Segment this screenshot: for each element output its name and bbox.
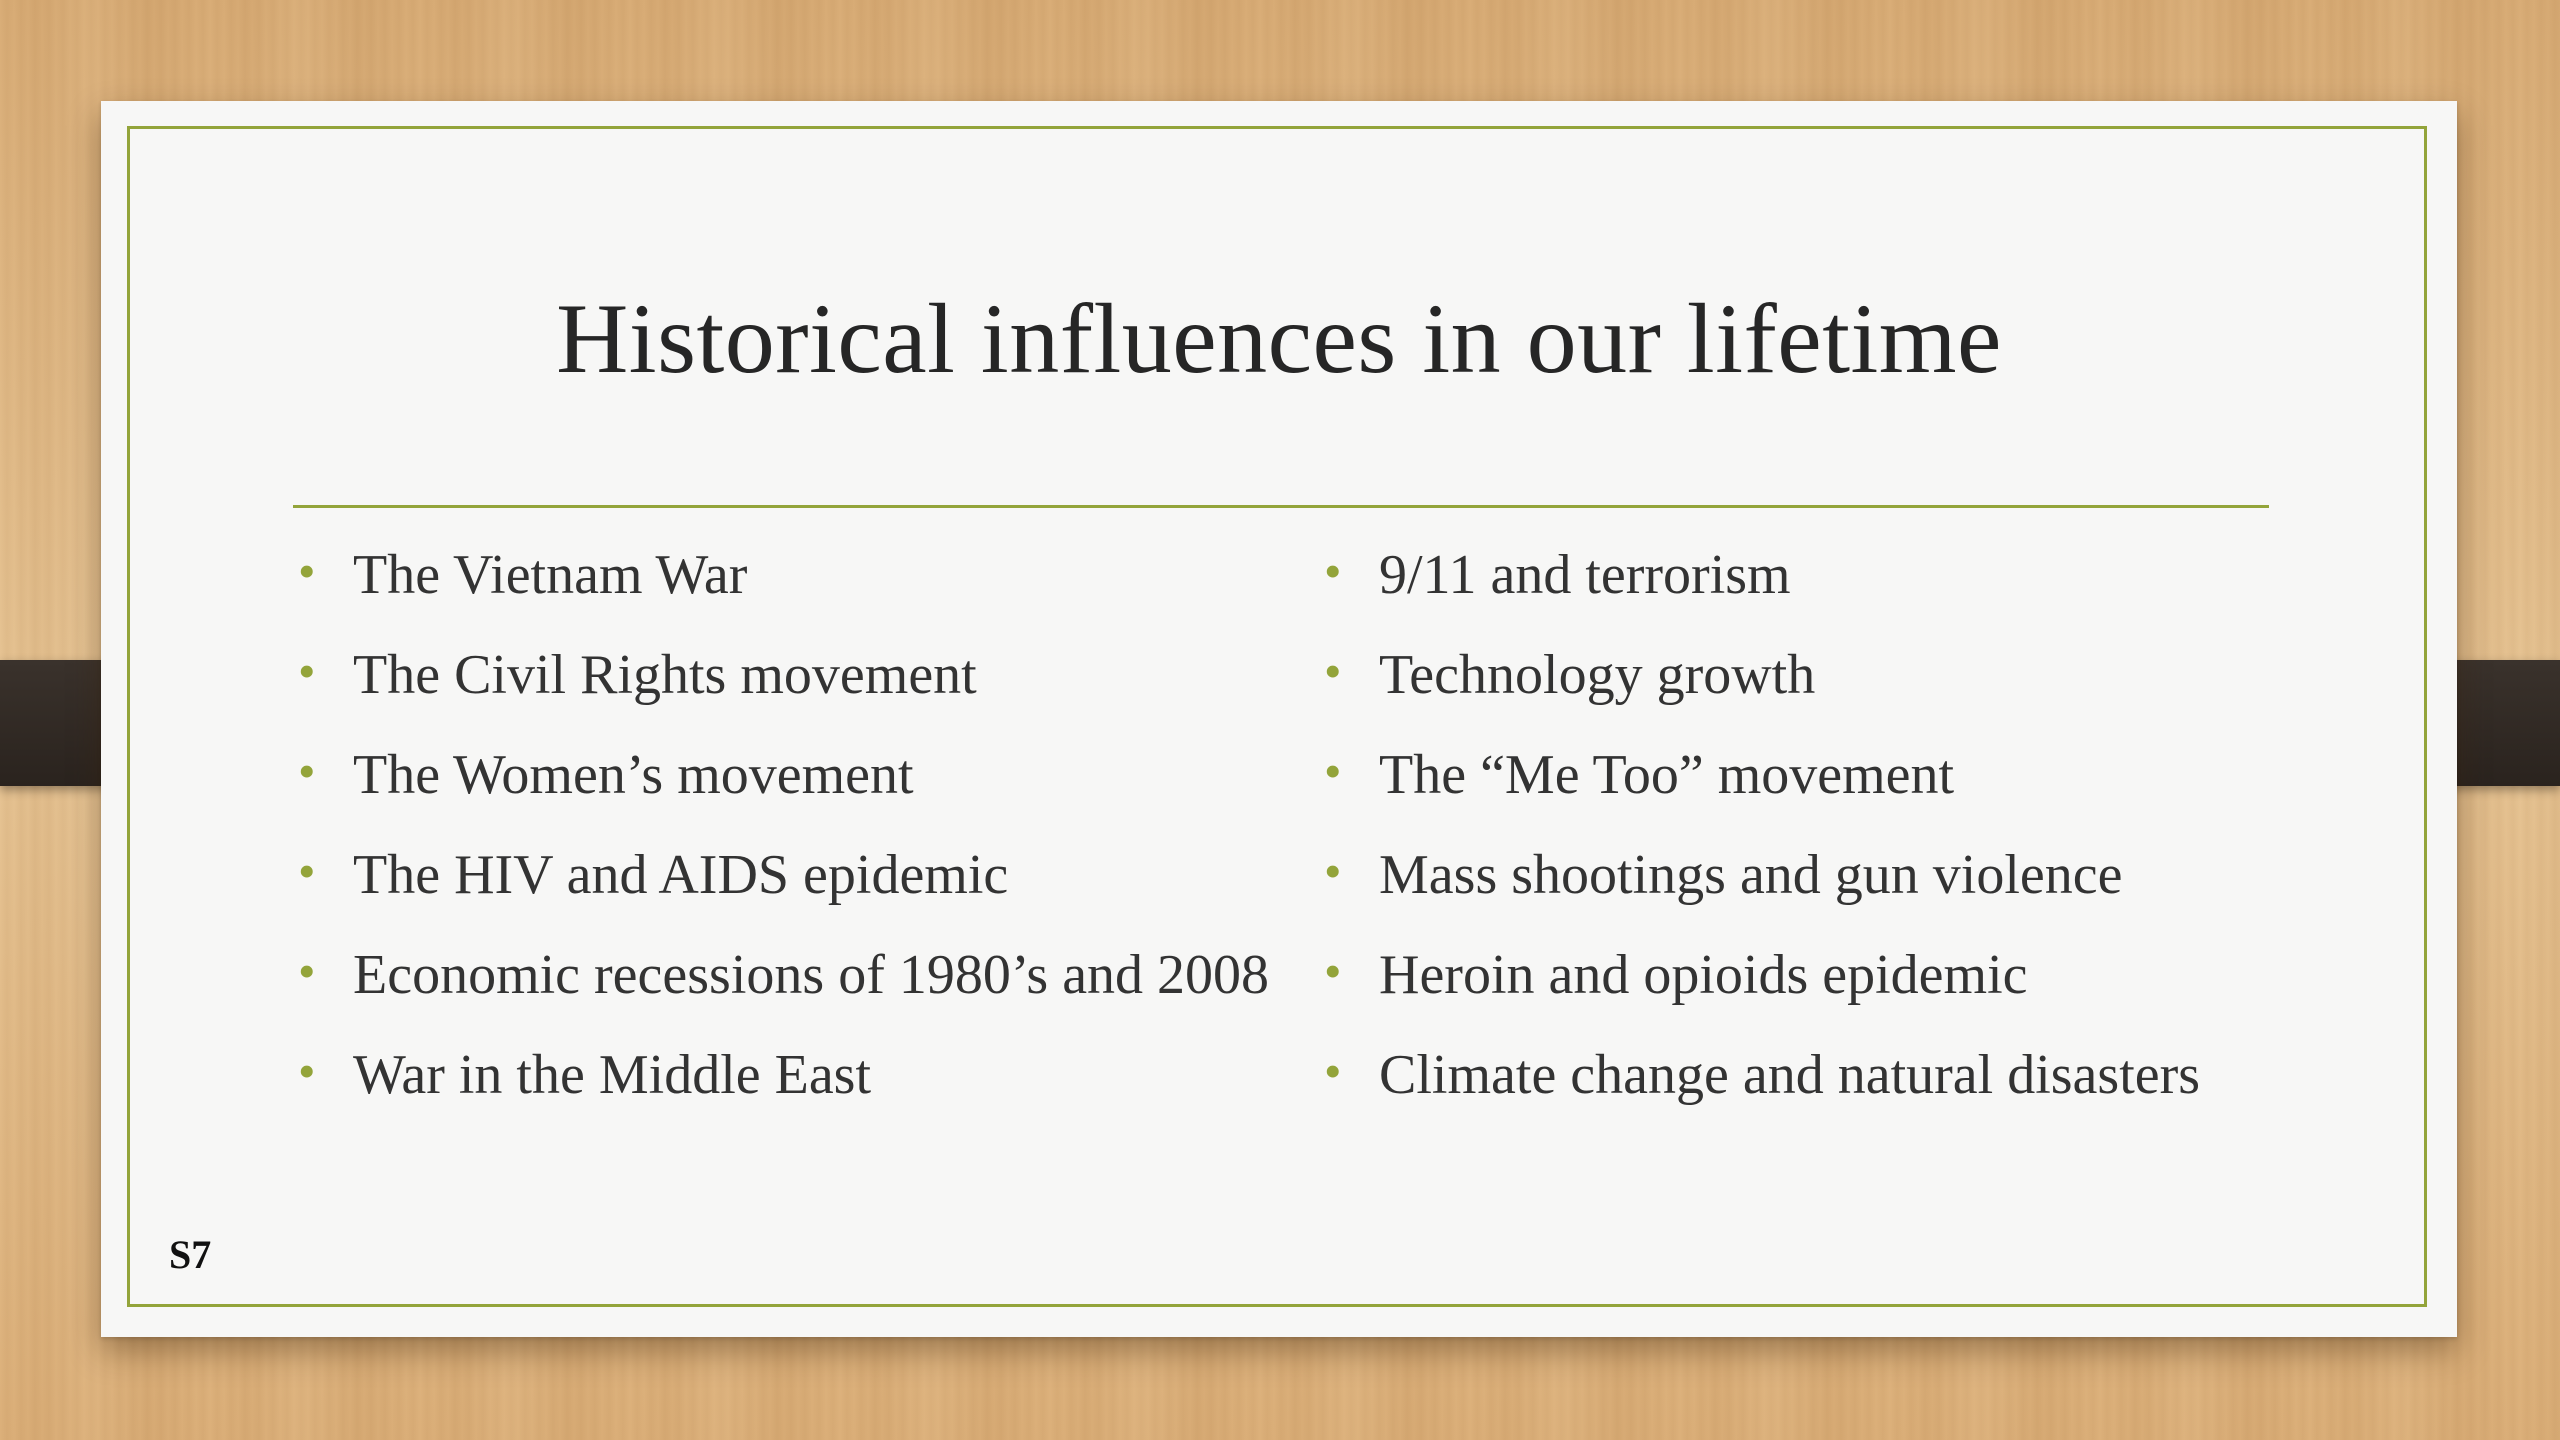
list-item [293, 1041, 1303, 1109]
list-item [1319, 541, 2319, 609]
list-item-text: 9/11 and terrorism [1379, 544, 1791, 606]
list-item [293, 941, 1303, 1009]
list-item-text: Mass shootings and gun violence [1379, 844, 2123, 906]
list-item [1319, 741, 2319, 809]
bullet-icon: • [1324, 743, 1342, 799]
slide [101, 101, 2457, 1337]
bullet-icon: • [298, 643, 316, 699]
bullet-list-left [293, 541, 1303, 1141]
bullet-list-right [1319, 541, 2319, 1141]
bullet-icon: • [298, 543, 316, 599]
list-item-text: Heroin and opioids epidemic [1379, 944, 2028, 1006]
bullet-icon: • [298, 843, 316, 899]
list-item-text: The Women’s movement [353, 744, 914, 806]
list-item-text: The Vietnam War [353, 544, 748, 606]
list-item [293, 741, 1303, 809]
list-item-text: The “Me Too” movement [1379, 744, 1955, 806]
list-item [1319, 841, 2319, 909]
list-item [1319, 641, 2319, 709]
bullet-icon: • [298, 743, 316, 799]
bullet-icon: • [298, 1043, 316, 1099]
title-divider [293, 505, 2269, 508]
list-item [1319, 1041, 2319, 1109]
bullet-icon: • [1324, 943, 1342, 999]
list-item-text: The HIV and AIDS epidemic [353, 844, 1009, 906]
list-item-text: Climate change and natural disasters [1379, 1044, 2201, 1106]
slide-title: Historical influences in our lifetime [556, 283, 2002, 394]
bullet-icon: • [1324, 843, 1342, 899]
bullet-icon: • [1324, 643, 1342, 699]
list-item [1319, 941, 2319, 1009]
list-item-text: The Civil Rights movement [353, 644, 977, 706]
list-item [293, 641, 1303, 709]
bullet-icon: • [1324, 543, 1342, 599]
list-item [293, 541, 1303, 609]
list-item-text: War in the Middle East [353, 1044, 872, 1106]
list-item-text: Technology growth [1379, 644, 1816, 706]
slide-number: S7 [169, 1232, 212, 1277]
list-item [293, 841, 1303, 909]
bullet-icon: • [1324, 1043, 1342, 1099]
list-item-text: Economic recessions of 1980’s and 2008 [353, 944, 1270, 1006]
bullet-icon: • [298, 943, 316, 999]
